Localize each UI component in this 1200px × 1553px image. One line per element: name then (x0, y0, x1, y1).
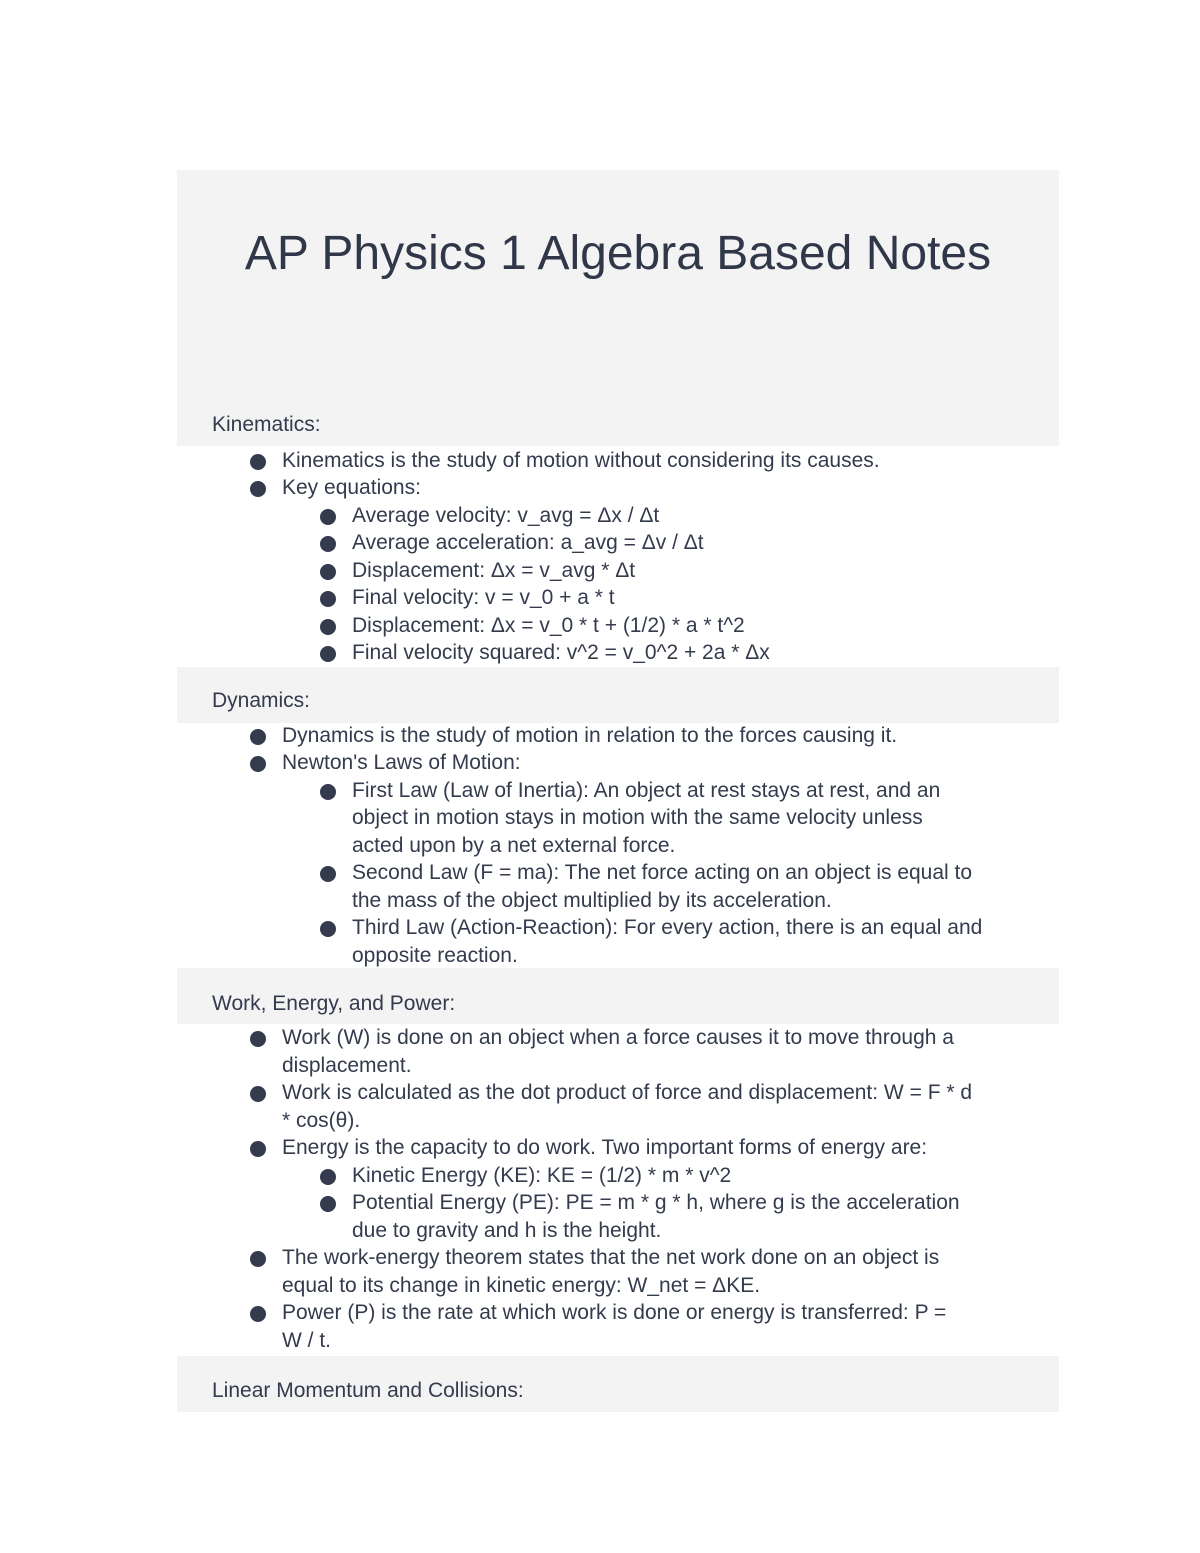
equation-item: Displacement: Δx = v_0 * t + (1/2) * a * t^2 (352, 614, 745, 637)
energy-form-item: due to gravity and h is the height. (352, 1219, 662, 1242)
section-band-work (177, 968, 1059, 1024)
bullet-icon (250, 1141, 266, 1157)
bullet-icon (250, 1086, 266, 1102)
bullet-icon (320, 1196, 336, 1212)
bullet-icon (320, 646, 336, 662)
section-band-momentum (177, 1356, 1059, 1412)
work-item: W / t. (282, 1329, 331, 1352)
section-heading-kinematics: Kinematics: (212, 413, 321, 436)
work-item: Power (P) is the rate at which work is done or energy is transferred: P = (282, 1301, 947, 1324)
bullet-icon (320, 1169, 336, 1185)
work-item: equal to its change in kinetic energy: W_net = ΔKE. (282, 1274, 761, 1297)
work-item: Work is calculated as the dot product of force and displacement: W = F * d (282, 1081, 973, 1104)
equation-item: Displacement: Δx = v_avg * Δt (352, 559, 636, 582)
work-item: * cos(θ). (282, 1109, 361, 1132)
bullet-icon (320, 921, 336, 937)
bullet-icon (250, 454, 266, 470)
bullet-icon (320, 866, 336, 882)
section-band-dynamics (177, 667, 1059, 723)
bullet-icon (320, 619, 336, 635)
bullet-icon (250, 1306, 266, 1322)
work-item: Energy is the capacity to do work. Two important forms of energy are: (282, 1136, 928, 1159)
bullet-icon (320, 509, 336, 525)
bullet-icon (320, 564, 336, 580)
bullet-icon (320, 591, 336, 607)
section-heading-dynamics: Dynamics: (212, 689, 311, 712)
work-item: Work (W) is done on an object when a force causes it to move through a (282, 1026, 954, 1049)
page-title: AP Physics 1 Algebra Based Notes (244, 227, 992, 280)
energy-form-item: Kinetic Energy (KE): KE = (1/2) * m * v^2 (352, 1164, 732, 1187)
equation-item: Final velocity: v = v_0 + a * t (352, 586, 615, 609)
law-item: Second Law (F = ma): The net force acting on an object is equal to (352, 861, 973, 884)
section-heading-work: Work, Energy, and Power: (212, 992, 456, 1015)
bullet-icon (250, 1031, 266, 1047)
law-item: First Law (Law of Inertia): An object at rest stays at rest, and an (352, 779, 941, 802)
title-band (177, 170, 1059, 446)
work-item: displacement. (282, 1054, 412, 1077)
law-item: acted upon by a net external force. (352, 834, 676, 857)
bullet-icon (320, 784, 336, 800)
equation-item: Average acceleration: a_avg = Δv / Δt (352, 531, 704, 554)
law-item: the mass of the object multiplied by its acceleration. (352, 889, 832, 912)
energy-form-item: Potential Energy (PE): PE = m * g * h, where g is the acceleration (352, 1191, 960, 1214)
equation-item: Average velocity: v_avg = Δx / Δt (352, 504, 660, 527)
equation-item: Final velocity squared: v^2 = v_0^2 + 2a * Δx (352, 641, 770, 664)
work-item: The work-energy theorem states that the net work done on an object is (282, 1246, 940, 1269)
newtons-laws-label: Newton's Laws of Motion: (282, 751, 521, 774)
dynamics-intro: Dynamics is the study of motion in relation to the forces causing it. (282, 724, 898, 747)
law-item: object in motion stays in motion with the same velocity unless (352, 806, 923, 829)
bullet-icon (320, 536, 336, 552)
bullet-icon (250, 481, 266, 497)
law-item: opposite reaction. (352, 944, 518, 967)
kinematics-intro: Kinematics is the study of motion without considering its causes. (282, 449, 880, 472)
section-heading-momentum: Linear Momentum and Collisions: (212, 1379, 524, 1402)
law-item: Third Law (Action-Reaction): For every action, there is an equal and (352, 916, 983, 939)
key-equations-label: Key equations: (282, 476, 421, 499)
bullet-icon (250, 729, 266, 745)
bullet-icon (250, 1251, 266, 1267)
bullet-icon (250, 756, 266, 772)
